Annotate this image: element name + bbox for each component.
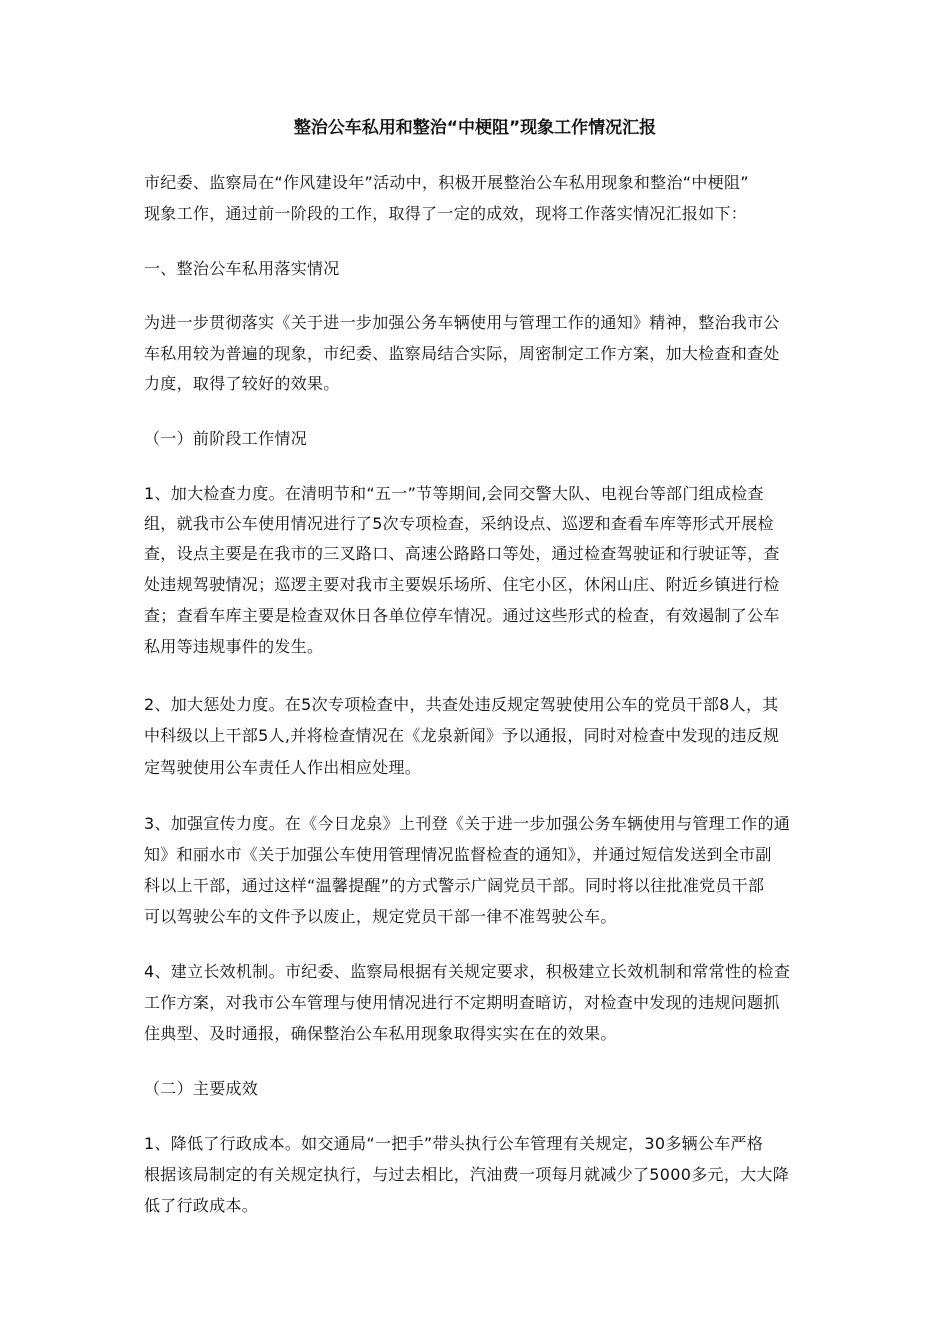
document-title: 整治公车私用和整治“中梗阻”现象工作情况汇报 xyxy=(293,118,657,138)
subsection-heading-2: （二）主要成效 xyxy=(144,1079,259,1098)
paragraph-line: 中科级以上干部5人,并将检查情况在《龙泉新闻》予以通报，同时对检查中发现的违反规 xyxy=(144,726,780,745)
paragraph-line: 低了行政成本。 xyxy=(144,1196,259,1215)
section-heading-1: 一、整治公车私用落实情况 xyxy=(144,259,340,278)
paragraph-line: 力度，取得了较好的效果。 xyxy=(144,374,340,393)
paragraph-line: 根据该局制定的有关规定执行，与过去相比，汽油费一项每月就减少了5000多元，大大降 xyxy=(144,1165,790,1184)
paragraph-line: 4、建立长效机制。市纪委、监察局根据有关规定要求，积极建立长效机制和常常性的检查 xyxy=(144,962,791,981)
paragraph-line: 3、加强宣传力度。在《今日龙泉》上刊登《关于进一步加强公务车辆使用与管理工作的通 xyxy=(144,814,791,833)
intro-line-2: 现象工作，通过前一阶段的工作，取得了一定的成效，现将工作落实情况汇报如下： xyxy=(144,204,748,223)
paragraph-line: 2、加大惩处力度。在5次专项检查中，共查处违反规定驾驶使用公车的党员干部8人，其 xyxy=(144,695,779,714)
paragraph-line: 查，设点主要是在我市的三叉路口、高速公路路口等处，通过检查驾驶证和行驶证等，查 xyxy=(144,544,780,563)
paragraph-line: 1、加大检查力度。在清明节和“五一”节等期间,会同交警大队、电视台等部门组成检查 xyxy=(144,484,764,503)
paragraph-line: 1、降低了行政成本。如交通局“一把手”带头执行公车管理有关规定，30多辆公车严格 xyxy=(144,1134,764,1153)
paragraph-line: 私用等违规事件的发生。 xyxy=(144,637,324,656)
paragraph-line: 知》和丽水市《关于加强公车使用管理情况监督检查的通知》，并通过短信发送到全市副 xyxy=(144,845,772,864)
paragraph-line: 查；查看车库主要是检查双休日各单位停车情况。通过这些形式的检查，有效遏制了公车 xyxy=(144,606,780,625)
subsection-heading-1: （一）前阶段工作情况 xyxy=(144,429,308,448)
paragraph-line: 处违规驾驶情况；巡逻主要对我市主要娱乐场所、住宅小区，休闲山庄、附近乡镇进行检 xyxy=(144,575,780,594)
paragraph-line: 车私用较为普遍的现象，市纪委、监察局结合实际，周密制定工作方案，加大检查和查处 xyxy=(144,344,780,363)
paragraph-line: 可以驾驶公车的文件予以废止，规定党员干部一律不准驾驶公车。 xyxy=(144,907,617,926)
paragraph-line: 为进一步贯彻落实《关于进一步加强公务车辆使用与管理工作的通知》精神，整治我市公 xyxy=(144,313,780,332)
paragraph-line: 定驾驶使用公车责任人作出相应处理。 xyxy=(144,758,422,777)
paragraph-line: 科以上干部，通过这样“温馨提醒”的方式警示广阔党员干部。同时将以往批准党员干部 xyxy=(144,876,765,895)
paragraph-line: 住典型、及时通报，确保整治公车私用现象取得实实在在的效果。 xyxy=(144,1024,617,1043)
paragraph-line: 工作方案，对我市公车管理与使用情况进行不定期明查暗访，对检查中发现的违规问题抓 xyxy=(144,993,780,1012)
paragraph-line: 组，就我市公车使用情况进行了5次专项检查，采纳设点、巡逻和查看车库等形式开展检 xyxy=(144,514,774,533)
intro-line-1: 市纪委、监察局在“作风建设年”活动中，积极开展整治公车私用现象和整治“中梗阻” xyxy=(144,173,749,192)
